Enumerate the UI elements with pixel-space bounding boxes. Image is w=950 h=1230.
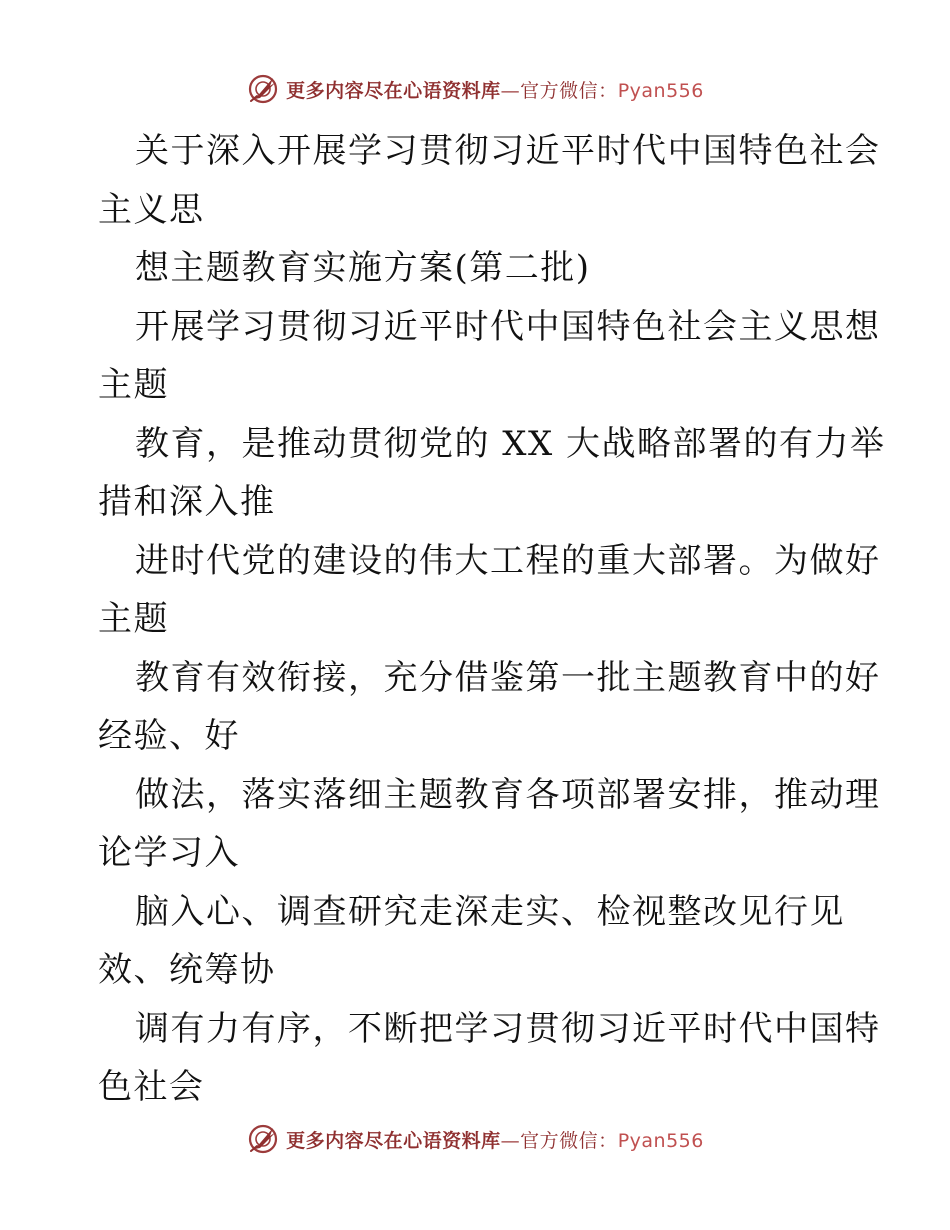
footer-wechat-label: 官方微信： <box>520 1129 618 1152</box>
body-text-line: 论学习入 <box>98 833 240 873</box>
header-separator: — <box>500 79 521 102</box>
body-text-line: 主题 <box>98 599 169 639</box>
body-text-line: 脑入心、调查研究走深走实、检视整改见行见 <box>135 891 845 932</box>
body-text-line: 色社会 <box>98 1067 205 1107</box>
footer-wechat-id: Pyan556 <box>617 1129 704 1152</box>
footer-brand: 更多内容尽在心语资料库 <box>286 1129 501 1152</box>
body-text-line: 教育，是推动贯彻党的 XX 大战略部署的有力举 <box>135 423 886 464</box>
body-text-line: 措和深入推 <box>98 482 276 522</box>
body-text-line: 开展学习贯彻习近平时代中国特色社会主义思想 <box>135 306 881 347</box>
body-text-line: 效、统筹协 <box>98 950 276 990</box>
quill-circle-logo-icon <box>246 1122 280 1156</box>
body-text-line: 教育有效衔接，充分借鉴第一批主题教育中的好 <box>135 657 881 698</box>
quill-circle-logo-icon <box>246 72 280 106</box>
footer-separator: — <box>500 1129 521 1152</box>
body-text-line: 关于深入开展学习贯彻习近平时代中国特色社会 <box>135 131 881 171</box>
header-brand: 更多内容尽在心语资料库 <box>286 79 501 102</box>
body-text-line: 主义思 <box>98 189 205 230</box>
page-header-banner <box>0 72 950 106</box>
header-banner-text <box>286 76 704 103</box>
body-text-line: 想主题教育实施方案(第二批) <box>135 248 591 288</box>
body-text-line: 主题 <box>98 365 169 405</box>
body-text-line: 进时代党的建设的伟大工程的重大部署。为做好 <box>135 540 881 581</box>
header-wechat-label: 官方微信： <box>520 79 618 102</box>
body-text-line: 做法，落实落细主题教育各项部署安排，推动理 <box>135 774 881 815</box>
document-body <box>98 122 886 1117</box>
footer-banner-text <box>286 1126 704 1153</box>
body-text-line: 调有力有序，不断把学习贯彻习近平时代中国特 <box>135 1008 881 1049</box>
header-wechat-id: Pyan556 <box>617 79 704 102</box>
body-text-line: 经验、好 <box>98 716 240 756</box>
page-footer-banner <box>0 1122 950 1156</box>
